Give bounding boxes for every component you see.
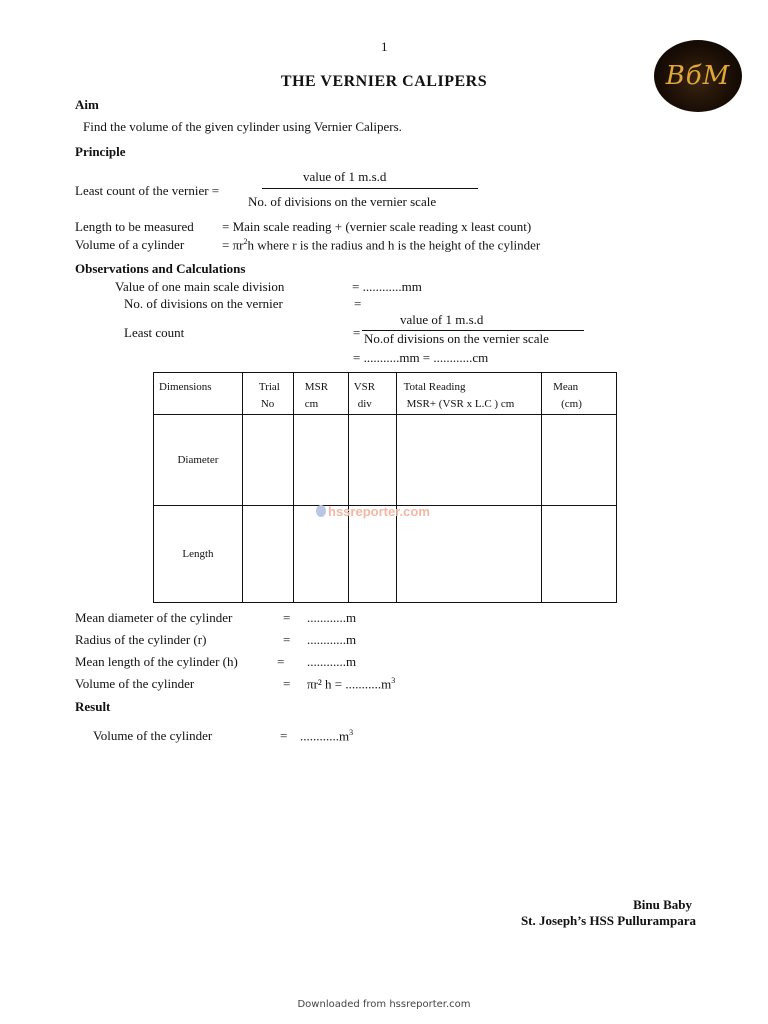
divisions-value: =	[354, 296, 362, 311]
length-label: Length to be measured	[75, 219, 194, 234]
volume-label: Volume of a cylinder	[75, 237, 185, 252]
watermark-icon	[316, 505, 326, 517]
calc-label-mean-diameter: Mean diameter of the cylinder	[75, 610, 233, 625]
calc-value-radius: ............m	[307, 632, 357, 647]
header-mean: Mean (cm)	[542, 373, 617, 415]
calc-label-mean-length: Mean length of the cylinder (h)	[75, 654, 238, 669]
calc-value-volume: πr² $h = ...........m^3$	[307, 676, 396, 692]
row-label-diameter: Diameter	[177, 454, 219, 466]
msd-value: = ............mm	[352, 279, 422, 294]
author-name: Binu Baby	[633, 897, 692, 912]
volume-eq-pre: = πr	[222, 237, 244, 253]
row-label-length: Length	[182, 548, 214, 560]
author-school: St. Joseph’s HSS Pullurampara	[520, 913, 696, 928]
volume-eq-post: h where r is the radius and h is the height of the cylinder	[247, 237, 541, 253]
logo-text: BбM	[665, 61, 731, 91]
volume-eq-sup: 2	[243, 237, 248, 246]
header-trial: Trial No	[242, 373, 293, 415]
msd-label: Value of one main scale division	[115, 279, 285, 294]
aim-text: Find the volume of the given cylinder using Vernier Calipers.	[83, 119, 402, 134]
table-cell	[396, 415, 542, 506]
least-count-denominator: No. of divisions on the vernier scale	[248, 194, 437, 209]
lc-label: Least count	[124, 325, 185, 340]
lc-equals: =	[353, 325, 361, 340]
observation-table	[153, 372, 617, 603]
table-cell	[542, 415, 617, 506]
calc-value-mean-diameter: ............m	[307, 610, 357, 625]
length-equation: = Main scale reading + (vernier scale reading x least count)	[222, 219, 532, 234]
calc-eq: =	[283, 632, 291, 647]
calc-eq: =	[283, 610, 291, 625]
observations-heading: Observations and Calculations	[75, 261, 246, 276]
volume-equation	[222, 237, 540, 253]
table-header-row	[154, 373, 617, 415]
result-value: $............m^3$	[300, 728, 354, 744]
table-cell	[348, 506, 396, 603]
header-vsr: VSR div	[348, 373, 396, 415]
fraction-line	[262, 188, 478, 189]
table-cell	[396, 506, 542, 603]
header-total-reading: Total Reading MSR+ (VSR x L.C ) cm	[396, 373, 542, 415]
table-cell	[242, 415, 293, 506]
table-cell	[293, 506, 348, 603]
watermark	[316, 504, 430, 519]
table-row	[154, 506, 617, 603]
least-count-numerator: value of 1 m.s.d	[303, 169, 387, 184]
header-dimensions: Dimensions	[154, 373, 243, 415]
table-cell	[542, 506, 617, 603]
aim-heading: Aim	[75, 97, 99, 112]
table-cell	[293, 415, 348, 506]
result-heading: Result	[75, 699, 111, 714]
lc-denominator: No.of divisions on the vernier scale	[364, 331, 549, 346]
least-count-label: Least count of the vernier =	[75, 183, 220, 198]
calc-value-mean-length: ............m	[307, 654, 357, 669]
table-cell	[242, 506, 293, 603]
page-title: THE VERNIER CALIPERS	[280, 73, 488, 90]
download-footer: Downloaded from hssreporter.com	[297, 999, 471, 1010]
calc-label-radius: Radius of the cylinder (r)	[75, 632, 207, 647]
page-number: 1	[381, 39, 388, 54]
principle-heading: Principle	[75, 144, 126, 159]
watermark-text: hssreporter.com	[328, 504, 430, 519]
calc-eq: =	[283, 676, 291, 691]
header-msr: MSR cm	[293, 373, 348, 415]
lc-result: = ...........mm = ............cm	[353, 350, 489, 365]
calc-label-volume: Volume of the cylinder	[75, 676, 195, 691]
lc-numerator: value of 1 m.s.d	[400, 312, 484, 327]
table-cell	[348, 415, 396, 506]
result-label: Volume of the cylinder	[93, 728, 213, 743]
result-eq: =	[280, 728, 288, 743]
calc-eq: =	[277, 654, 285, 669]
table-row	[154, 415, 617, 506]
divisions-label: No. of divisions on the vernier	[124, 296, 283, 311]
